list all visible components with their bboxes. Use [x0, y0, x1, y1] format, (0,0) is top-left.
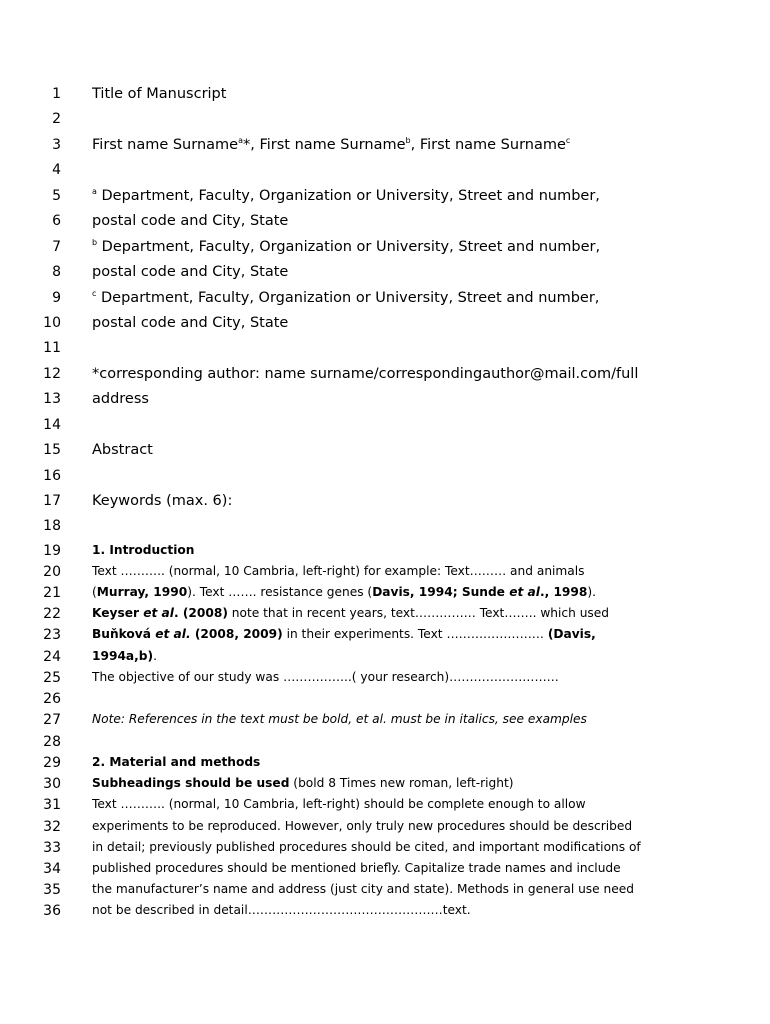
- line-number: 31: [43, 797, 61, 813]
- line-number: 25: [43, 670, 61, 686]
- line-number: 19: [43, 543, 61, 559]
- methods-heading: 2. Material and methods: [92, 755, 261, 769]
- line-number: 8: [52, 264, 61, 280]
- line-number: 5: [52, 188, 61, 204]
- body-text: The objective of our study was ……………..( your research)………………………: [92, 670, 559, 684]
- line-number: 28: [43, 734, 61, 750]
- body-text: the manufacturer’s name and address (just city and state). Methods in general use need: [92, 882, 634, 896]
- reference-note: Note: References in the text must be bold, et al. must be in italics, see examples: [92, 712, 587, 726]
- body-text: Text ……….. (normal, 10 Cambria, left-right) for example: Text……… and animals: [92, 564, 585, 578]
- line-number: 20: [43, 564, 61, 580]
- body-text: Buňková et al. (2008, 2009) in their experiments. Text …………………… (Davis,: [92, 627, 596, 641]
- line-number: 3: [52, 137, 61, 153]
- line-number: 33: [43, 840, 61, 856]
- line-number: 21: [43, 585, 61, 601]
- line-number: 35: [43, 882, 61, 898]
- line-number: 24: [43, 649, 61, 665]
- affiliation-c-cont: postal code and City, State: [92, 315, 289, 331]
- author-list: First name Surname$^a$*, First name Surname$^b$, First name Surname$^c$: [92, 136, 571, 153]
- corresponding-author: *corresponding author: name surname/correspondingauthor@mail.com/full: [92, 366, 639, 382]
- affiliation-b: $^b$ Department, Faculty, Organization or University, Street and number,: [92, 238, 601, 255]
- line-number: 14: [43, 417, 61, 433]
- affiliation-c: $^c$ Department, Faculty, Organization or University, Street and number,: [92, 289, 600, 306]
- line-number: 18: [43, 518, 61, 534]
- body-text: (Murray, 1990). Text ……. resistance genes (Davis, 1994; Sunde et al., 1998).: [92, 585, 597, 599]
- line-number: 32: [43, 819, 61, 835]
- line-number: 10: [43, 315, 61, 331]
- line-number: 11: [43, 340, 61, 356]
- line-number: 7: [52, 239, 61, 255]
- line-number: 30: [43, 776, 61, 792]
- line-number: 16: [43, 468, 61, 484]
- line-number: 13: [43, 391, 61, 407]
- line-number: 23: [43, 627, 61, 643]
- body-text: not be described in detail…………………………………………text.: [92, 903, 471, 917]
- line-number: 1: [52, 86, 61, 102]
- line-number: 34: [43, 861, 61, 877]
- affiliation-a: $^a$ Department, Faculty, Organization or University, Street and number,: [92, 187, 600, 204]
- line-number: 17: [43, 493, 61, 509]
- keywords-heading: Keywords (max. 6):: [92, 493, 233, 509]
- line-number: 12: [43, 366, 61, 382]
- line-number: 6: [52, 213, 61, 229]
- introduction-heading: 1. Introduction: [92, 543, 195, 557]
- line-number: 22: [43, 606, 61, 622]
- body-text: experiments to be reproduced. However, only truly new procedures should be described: [92, 819, 633, 833]
- line-number: 26: [43, 691, 61, 707]
- corresponding-author-cont: address: [92, 391, 149, 407]
- body-text: Text ……….. (normal, 10 Cambria, left-right) should be complete enough to allow: [92, 797, 586, 811]
- affiliation-a-cont: postal code and City, State: [92, 213, 289, 229]
- body-text: in detail; previously published procedures should be cited, and important modifications of: [92, 840, 641, 854]
- body-text: 1994a,b).: [92, 649, 157, 663]
- line-number: 27: [43, 712, 61, 728]
- line-number: 29: [43, 755, 61, 771]
- manuscript-title: Title of Manuscript: [92, 86, 227, 102]
- abstract-heading: Abstract: [92, 442, 153, 458]
- body-text: Keyser et al. (2008) note that in recent years, text…………… Text…….. which used: [92, 606, 610, 620]
- line-number: 36: [43, 903, 61, 919]
- line-number: 4: [52, 162, 61, 178]
- body-text: Subheadings should be used (bold 8 Times new roman, left-right): [92, 776, 514, 790]
- line-number: 15: [43, 442, 61, 458]
- line-number: 9: [52, 290, 61, 306]
- body-text: published procedures should be mentioned briefly. Capitalize trade names and include: [92, 861, 621, 875]
- affiliation-b-cont: postal code and City, State: [92, 264, 289, 280]
- line-number: 2: [52, 111, 61, 127]
